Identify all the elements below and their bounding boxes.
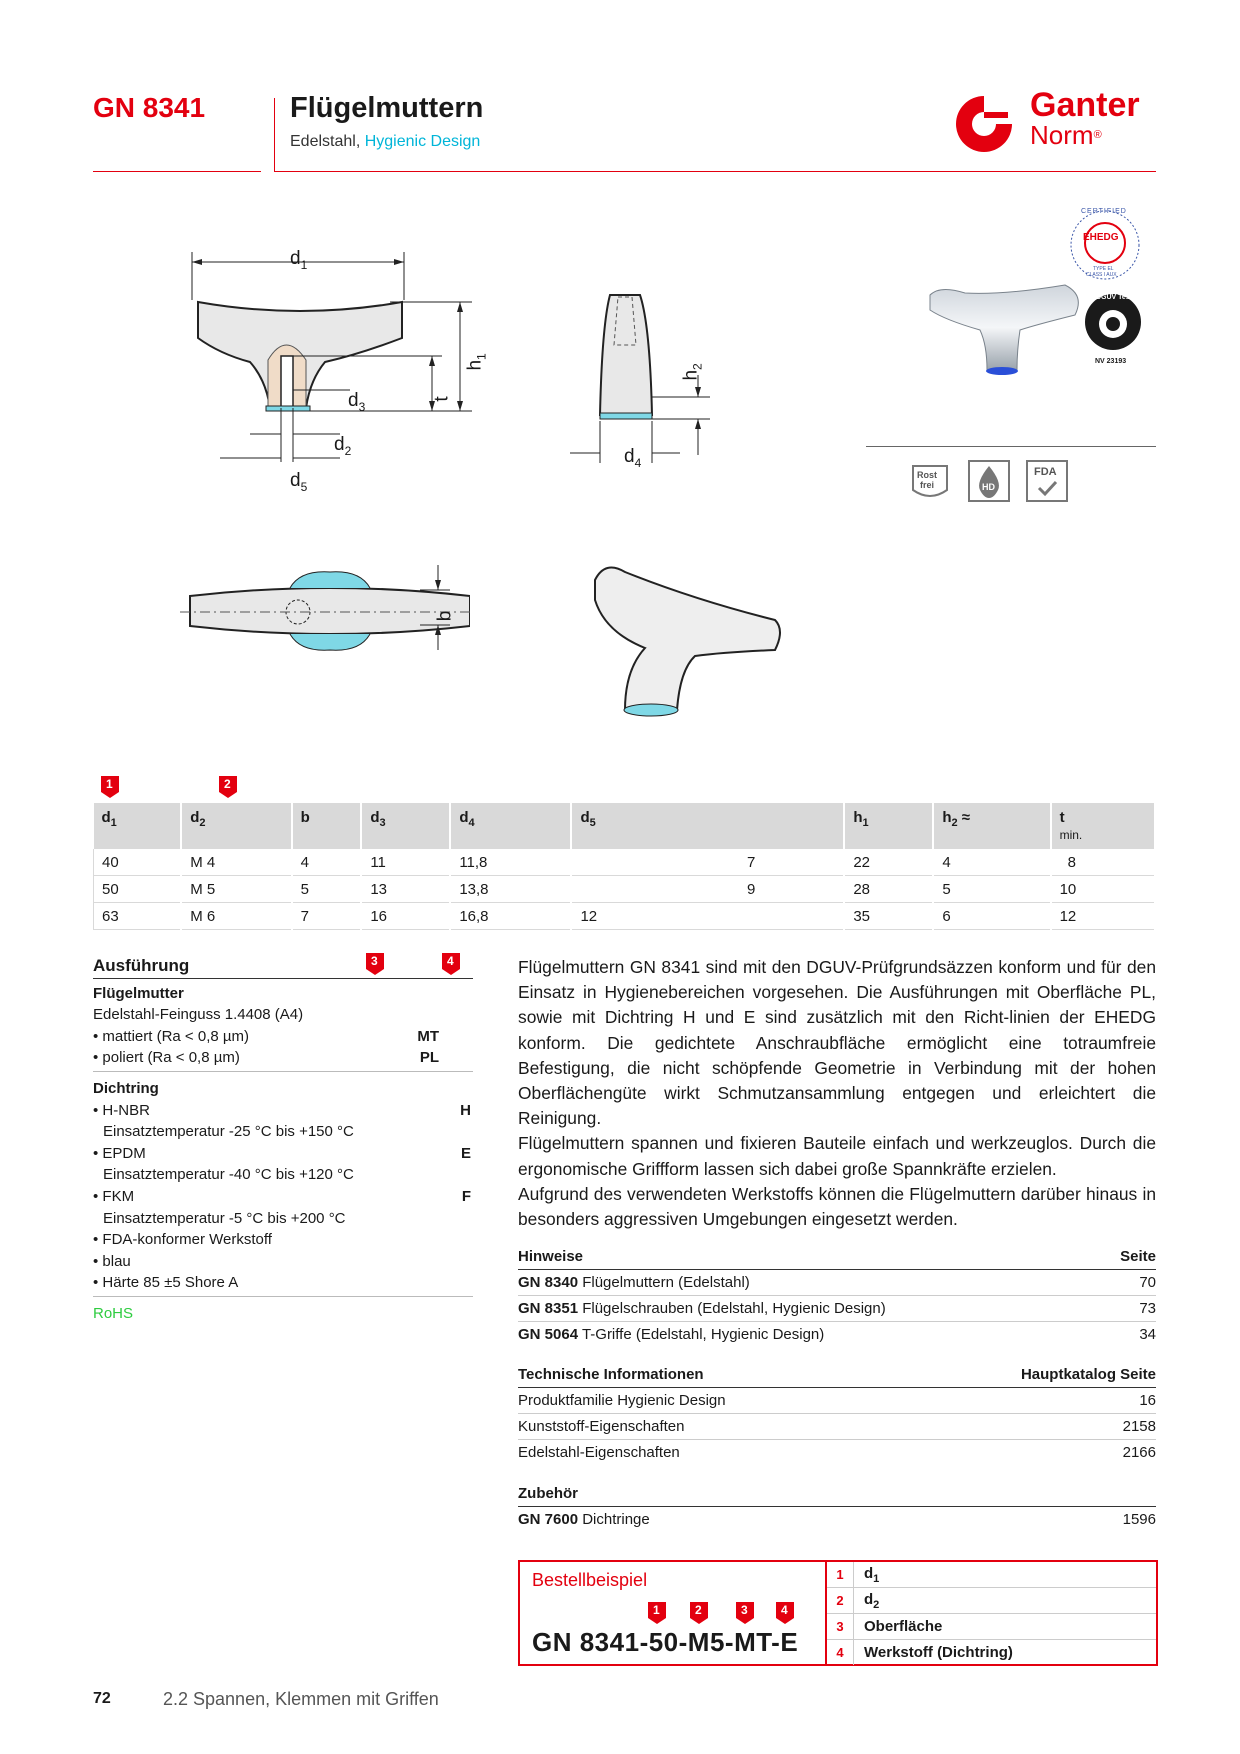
product-photo: [925, 275, 1085, 385]
logo-text-norm: [1030, 122, 1102, 148]
col-d2: $d_2$: [181, 803, 291, 849]
description-paragraph: Flügelmuttern spannen und fixieren Bauteile einfach und werkzeuglos. Durch die ergonomische Griffform lassen sich dabei große Spannkräfte erzielen.: [518, 1133, 1156, 1179]
spec-section: [93, 955, 473, 1325]
label-h2: $h_2$: [680, 363, 705, 381]
spec-separator: [93, 1071, 473, 1072]
nv-number: NV 23193: [1095, 358, 1127, 365]
order-marker-1: 1: [648, 1602, 666, 1629]
type-el-text: TYPE EL: [1093, 266, 1114, 272]
list-item[interactable]: GN 8340 Flügelmuttern (Edelstahl) 70: [518, 1270, 1156, 1296]
label-t: t: [431, 396, 453, 402]
page-title: Flügelmuttern: [290, 92, 484, 124]
marker-3: 3: [366, 953, 384, 973]
marker-2: 2: [219, 776, 237, 796]
page-subtitle: [290, 133, 480, 151]
label-d4: $d_4$: [624, 446, 642, 470]
label-d3: $d_3$: [348, 390, 366, 414]
list-item: 3 Oberfläche: [827, 1614, 1156, 1640]
class-text: CLASS I AUX: [1086, 272, 1117, 278]
order-legend: [827, 1562, 1156, 1665]
col-h1: $h_1$: [844, 803, 933, 849]
hd-text: HD: [982, 482, 995, 492]
list-item[interactable]: Produktfamilie Hygienic Design 16: [518, 1388, 1156, 1414]
certified-text: CERTIFIED: [1081, 208, 1127, 215]
col-d4: $d_4$: [450, 803, 571, 849]
list-item[interactable]: GN 7600 Dichtringe 1596: [518, 1511, 1156, 1528]
spec-heading: Ausführung: [93, 956, 190, 975]
list-item: 2 $d_2$: [827, 1588, 1156, 1614]
dimensions-table: [93, 803, 1156, 930]
product-illustration: [585, 560, 785, 720]
label-b: b: [434, 610, 456, 622]
spec-extra: • FDA-konformer Werkstoff: [93, 1231, 272, 1249]
header-rule-right: [274, 171, 1156, 172]
list-item[interactable]: Kunststoff-Eigenschaften 2158: [518, 1414, 1156, 1440]
subtitle-design: Hygienic Design: [364, 133, 481, 150]
page-number: 72: [93, 1690, 111, 1707]
label-h1: $h_1$: [464, 353, 489, 371]
col-h2: $h_2$ ≈: [933, 803, 1050, 849]
marker-4: 4: [442, 953, 460, 973]
rohs-label: RoHS: [93, 1304, 134, 1322]
description: [518, 955, 1156, 1232]
col-t: t min.: [1051, 803, 1155, 849]
col-b: b: [292, 803, 362, 849]
col-d5: $d_5$: [571, 803, 844, 849]
dguv-text: DGUV Test: [1096, 294, 1133, 301]
list-item[interactable]: GN 5064 T-Griffe (Edelstahl, Hygienic Design) 34: [518, 1326, 1156, 1343]
table-row: 50 M 5 5 13 13,8 9 28 5 10: [94, 876, 1156, 903]
col-d3: $d_3$: [361, 803, 450, 849]
header-rule-left: [93, 171, 261, 172]
order-marker-4: 4: [776, 1602, 794, 1629]
hygienic-design-icon: [968, 460, 1010, 502]
spec-note: Einsatztemperatur -5 °C bis +200 °C: [103, 1209, 346, 1227]
order-marker-3: 3: [736, 1602, 754, 1629]
spec-item: • mattiert (Ra < 0,8 µm) MT: [93, 1027, 439, 1045]
label-d1: $d_1$: [290, 248, 308, 272]
ehedg-text: EHEDG: [1083, 232, 1119, 243]
spec-separator: [93, 1296, 473, 1297]
order-code: GN 8341-50-M5-MT-E: [532, 1627, 799, 1657]
list-item[interactable]: GN 8351 Flügelschrauben (Edelstahl, Hygienic Design) 73: [518, 1296, 1156, 1322]
tech-info-header: Technische Informationen Hauptkatalog Seite: [518, 1366, 1156, 1388]
spec-group-title: Dichtring: [93, 1079, 159, 1097]
dguv-test-icon: [1083, 292, 1143, 352]
table-row: 63 M 6 7 16 16,8 12 35 6 12: [94, 903, 1156, 930]
spec-item: • FKM F: [93, 1187, 471, 1205]
hinweise-section: [518, 1248, 1156, 1347]
rostfrei-text-2: frei: [920, 480, 935, 490]
zubehoer-section: [518, 1485, 1156, 1532]
spec-item: • poliert (Ra < 0,8 µm) PL: [93, 1049, 439, 1067]
spec-material: Edelstahl-Feinguss 1.4408 (A4): [93, 1006, 304, 1024]
label-d5: $d_5$: [290, 470, 308, 494]
list-item: 4 Werkstoff (Dichtring): [827, 1640, 1156, 1665]
logo-norm-word: Norm: [1030, 120, 1094, 150]
order-example-title: Bestellbeispiel: [532, 1570, 648, 1590]
list-item[interactable]: Edelstahl-Eigenschaften 2166: [518, 1444, 1156, 1461]
section-title: 2.2 Spannen, Klemmen mit Griffen: [163, 1689, 439, 1709]
spec-item: • H-NBR H: [93, 1101, 471, 1119]
table-header-row: [94, 803, 1156, 849]
spec-extra: • Härte 85 ±5 Shore A: [93, 1274, 239, 1292]
order-example-box: [518, 1560, 1158, 1666]
logo-reg-mark: ®: [1093, 129, 1102, 141]
hinweise-header: Hinweise Seite: [518, 1248, 1156, 1270]
zubehoer-header: Zubehör: [518, 1485, 1156, 1507]
subtitle-material: Edelstahl,: [290, 133, 361, 150]
table-row: 40 M 4 4 11 11,8 7 22 4 8: [94, 849, 1156, 876]
description-paragraph: Aufgrund des verwendeten Werkstoffs können die Flügelmuttern darüber hinaus in besonders aggressiven Umgebungen eingesetzt werden.: [518, 1183, 1156, 1230]
ganter-logo-icon: [946, 88, 1024, 160]
spec-item: • EPDM E: [93, 1144, 471, 1162]
spec-extra: • blau: [93, 1252, 131, 1270]
label-d2: $d_2$: [334, 434, 352, 458]
spec-group-title: Flügelmutter: [93, 984, 184, 1002]
spec-note: Einsatztemperatur -25 °C bis +150 °C: [103, 1123, 354, 1141]
col-d1: $d_1$: [94, 803, 182, 849]
spec-note: Einsatztemperatur -40 °C bis +120 °C: [103, 1166, 354, 1184]
badge-divider: [866, 446, 1156, 447]
product-code: GN 8341: [93, 92, 206, 123]
logo-text-ganter: Ganter: [1030, 86, 1140, 124]
order-marker-2: 2: [690, 1602, 708, 1629]
rostfrei-text-1: Rost: [917, 470, 937, 480]
fda-text: FDA: [1034, 466, 1057, 478]
description-paragraph: Flügelmuttern GN 8341 sind mit den DGUV-Prüfgrundsäzzen konform und für den Einsatz in Hygienebereichen vorgesehen. Die Ausführungen mit Oberfläche PL, sowie mit Dichtring H und E sind zusätzlich mit den Richt-linien der EHEDG konform. Die gedichtete Anschraubfläche ermöglicht eine totraumfreie Befestigung, die nicht schöpfende Geometrie in Verbindung mit der hohen Oberflächengüte wirkt Schmutzansammlung entgegen und erleichtert die Reinigung.: [518, 957, 1156, 1129]
header-divider: [274, 98, 275, 172]
list-item: 1 $d_1$: [827, 1562, 1156, 1588]
marker-1: 1: [101, 776, 119, 796]
tech-info-section: [518, 1366, 1156, 1465]
